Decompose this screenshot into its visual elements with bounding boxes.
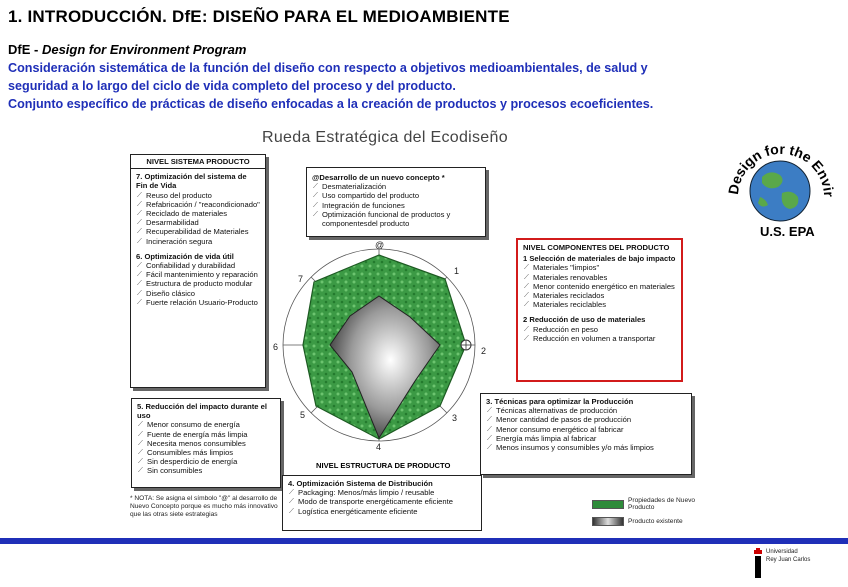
legend bbox=[592, 497, 698, 532]
list-item: ⟋ Menor consumo de energía bbox=[147, 420, 275, 429]
list-item: ⟋ Confiabilidad y durabilidad bbox=[146, 261, 260, 270]
level-structure-label: NIVEL ESTRUCTURA DE PRODUCTO bbox=[316, 461, 451, 470]
footer-bar bbox=[0, 538, 848, 544]
distribution-box bbox=[282, 475, 482, 531]
production-box bbox=[480, 393, 692, 475]
university-name-2: Rey Juan Carlos bbox=[766, 557, 811, 563]
list-item: ⟋ Reciclado de materiales bbox=[146, 209, 260, 218]
epa-agency-label: U.S. EPA bbox=[760, 224, 815, 239]
list-item: ⟋ Integración de funciones bbox=[322, 201, 480, 210]
axis-label-7: 7 bbox=[298, 274, 304, 284]
strategy-7-heading: 7. Optimización del sistema de Fin de Vida bbox=[136, 172, 247, 191]
list-item: ⟋ Desmaterialización bbox=[322, 182, 480, 191]
list-item: ⟋ Refabricación / "reacondicionado" bbox=[146, 200, 260, 209]
list-item: ⟋ Logística energéticamente eficiente bbox=[298, 507, 476, 516]
definition-line-3: Conjunto específico de prácticas de diseño enfocadas a la creación de productos y procesos ecoeficientes. bbox=[8, 97, 654, 111]
list-item: ⟋ Materiales reciclados bbox=[533, 291, 676, 300]
axis-label-1: 1 bbox=[454, 266, 460, 276]
list-item: ⟋ Reuso del producto bbox=[146, 191, 260, 200]
system-level-box bbox=[130, 154, 266, 388]
legend-label-existing: Producto existente bbox=[628, 518, 683, 525]
list-item: ⟋ Reducción en peso bbox=[533, 325, 676, 334]
list-item: ⟋ Menor cantidad de pasos de producción bbox=[496, 415, 686, 424]
legend-item-new bbox=[592, 497, 698, 511]
list-item: ⟋ Estructura de producto modular bbox=[146, 279, 260, 288]
list-item: ⟋ Packaging: Menos/más limpio / reusable bbox=[298, 488, 476, 497]
legend-item-existing bbox=[592, 517, 698, 526]
epa-arc-text: Design for the Envir bbox=[724, 140, 838, 198]
list-item: ⟋ Diseño clásico bbox=[146, 289, 260, 298]
list-item: ⟋ Menos insumos y consumibles y/o más limpios bbox=[496, 443, 686, 452]
list-item: ⟋ Uso compartido del producto bbox=[322, 191, 480, 200]
university-logo bbox=[766, 548, 810, 564]
strategy-1-heading: 1 Selección de materiales de bajo impacto bbox=[523, 254, 676, 264]
university-name: Universidad bbox=[766, 549, 798, 555]
epa-dfe-logo bbox=[720, 133, 838, 243]
list-item: ⟋ Desarmabilidad bbox=[146, 218, 260, 227]
new-concept-box bbox=[306, 167, 486, 237]
axis-label-2: 2 bbox=[481, 346, 487, 356]
strategy-4-heading: 4. Optimización Sistema de Distribución bbox=[288, 479, 433, 488]
list-item: ⟋ Reducción en volumen a transportar bbox=[533, 334, 676, 343]
list-item: ⟋ Fácil mantenimiento y reparación bbox=[146, 270, 260, 279]
strategy-at-heading: @Desarrollo de un nuevo concepto * bbox=[312, 173, 445, 182]
subtitle-program: Design for Environment Program bbox=[41, 42, 247, 57]
list-item: ⟋ Modo de transporte energéticamente eficiente bbox=[298, 497, 476, 506]
list-item: ⟋ Técnicas alternativas de producción bbox=[496, 406, 686, 415]
strategy-5-heading: 5. Reducción del impacto durante el uso bbox=[137, 402, 267, 421]
page-title: 1. INTRODUCCIÓN. DfE: DISEÑO PARA EL MEDIOAMBIENTE bbox=[8, 7, 510, 26]
definition-line-2: seguridad a lo largo del ciclo de vida completo del proceso y del producto. bbox=[8, 79, 456, 93]
strategy-3-heading: 3. Técnicas para optimizar la Producción bbox=[486, 397, 634, 406]
list-item: ⟋ Consumibles más limpios bbox=[147, 448, 275, 457]
list-item: ⟋ Materiales reciclables bbox=[533, 300, 676, 309]
strategy-2-heading: 2 Reducción de uso de materiales bbox=[523, 315, 646, 325]
definition-line-1: Consideración sistemática de la función del diseño con respecto a objetivos medioambientales, de salud y bbox=[8, 61, 648, 75]
footnote: * NOTA: Se asigna el símbolo "@" al desarrollo de Nuevo Concepto porque es mucho más innovativo que las otras siete estrategias bbox=[130, 495, 278, 518]
use-impact-box bbox=[131, 398, 281, 488]
list-item: ⟋ Necesita menos consumibles bbox=[147, 439, 275, 448]
wheel-title: Rueda Estratégica del Ecodiseño bbox=[262, 129, 508, 146]
list-item: ⟋ Sin desperdicio de energía bbox=[147, 457, 275, 466]
list-item: ⟋ Optimización funcional de productos y componentesdel producto bbox=[322, 210, 480, 228]
globe-icon bbox=[720, 133, 838, 243]
axis-label-3: 3 bbox=[452, 413, 458, 423]
axis-label-5: 5 bbox=[300, 410, 306, 420]
legend-label-new: Propiedades de Nuevo Producto bbox=[628, 497, 696, 511]
list-item: ⟋ Energía más limpia al fabricar bbox=[496, 434, 686, 443]
axis-label-4: 4 bbox=[376, 442, 382, 452]
list-item: ⟋ Fuerte relación Usuario-Producto bbox=[146, 298, 260, 307]
university-crest-icon bbox=[752, 548, 764, 578]
list-item: ⟋ Sin consumibles bbox=[147, 466, 275, 475]
components-level-header: NIVEL COMPONENTES DEL PRODUCTO bbox=[523, 243, 670, 252]
axis-label-at: @ bbox=[375, 240, 385, 250]
list-item: ⟋ Incineración segura bbox=[146, 237, 260, 246]
list-item: ⟋ Menor contenido energético en materiales bbox=[533, 282, 676, 291]
legend-swatch-existing bbox=[592, 517, 624, 526]
list-item: ⟋ Materiales renovables bbox=[533, 273, 676, 282]
legend-swatch-new bbox=[592, 500, 624, 509]
axis-label-6: 6 bbox=[273, 342, 279, 352]
list-item: ⟋ Menor consumo energético al fabricar bbox=[496, 425, 686, 434]
components-level-box bbox=[516, 238, 683, 382]
strategy-6-heading: 6. Optimización de vida útil bbox=[136, 251, 234, 261]
system-level-header: NIVEL SISTEMA PRODUCTO bbox=[131, 155, 265, 169]
list-item: ⟋ Fuente de energía más limpia bbox=[147, 430, 275, 439]
list-item: ⟋ Recuperabilidad de Materiales bbox=[146, 227, 260, 236]
subtitle-prefix: DfE - bbox=[8, 42, 42, 57]
list-item: ⟋ Materiales "limpios" bbox=[533, 263, 676, 272]
